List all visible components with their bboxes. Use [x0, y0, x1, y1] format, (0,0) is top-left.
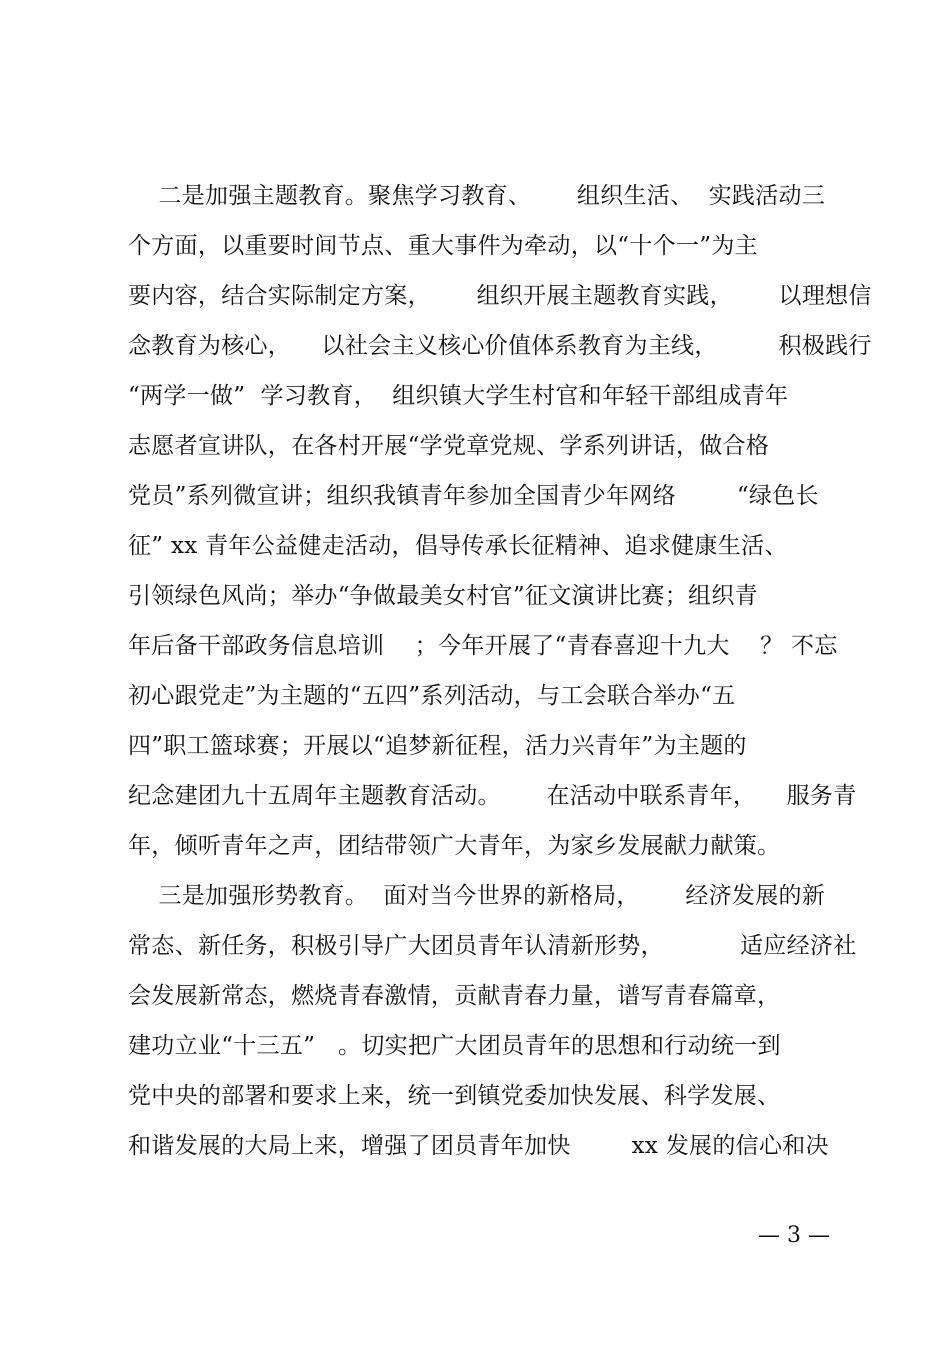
text-line: 会发展新常态，燃烧青春激情，贡献青春力量，谱写青春篇章， [128, 983, 781, 1009]
text-line: 二是加强主题教育。聚焦学习教育、 组织生活、 实践活动三 [128, 183, 826, 209]
text-line: 年后备干部政务信息培训 ；今年开展了“青春喜迎十九大 ？ 不忘 [128, 633, 838, 659]
text-line: 年，倾听青年之声，团结带领广大青年，为家乡发展献力献策。 [128, 833, 781, 859]
text-line: 个方面，以重要时间节点、重大事件为牵动，以“十个一”为主 [128, 233, 758, 259]
text-line: 常态、新任务，积极引导广大团员青年认清新形势， 适应经济社 [128, 933, 857, 959]
text-line: 党员”系列微宣讲；组织我镇青年参加全国青少年网络 “绿色长 [128, 483, 819, 509]
text-line: 志愿者宣讲队，在各村开展“学党章党规、学系列讲话，做合格 [128, 433, 770, 459]
text-line: 初心跟党走”为主题的“五四”系列活动，与工会联合举办“五 [128, 683, 736, 709]
text-line: 念教育为核心， 以社会主义核心价值体系教育为主线， 积极践行 [128, 333, 872, 359]
text-line: “两学一做” 学习教育， 组织镇大学生村官和年轻干部组成青年 [128, 383, 789, 409]
page-number: — 3 — [758, 1223, 830, 1248]
text-line: 和谐发展的大局上来，增强了团员青年加快 xx 发展的信心和决 [128, 1133, 829, 1159]
text-line: 要内容，结合实际制定方案， 组织开展主题教育实践， 以理想信 [128, 283, 872, 309]
text-line: 四”职工篮球赛；开展以“追梦新征程，活力兴青年”为主题的 [128, 733, 747, 759]
text-line: 引领绿色风尚；举办“争做最美女村官”征文演讲比赛；组织青 [128, 583, 758, 609]
text-line: 三是加强形势教育。 面对当今世界的新格局， 经济发展的新 [128, 883, 826, 909]
text-line: 纪念建团九十五周年主题教育活动。 在活动中联系青年， 服务青 [128, 783, 857, 809]
text-line: 党中央的部署和要求上来，统一到镇党委加快发展、科学发展、 [128, 1083, 781, 1109]
text-line: 征” xx 青年公益健走活动，倡导传承长征精神、追求健康生活、 [128, 533, 788, 559]
text-line: 建功立业“十三五” 。切实把广大团员青年的思想和行动统一到 [128, 1033, 781, 1059]
